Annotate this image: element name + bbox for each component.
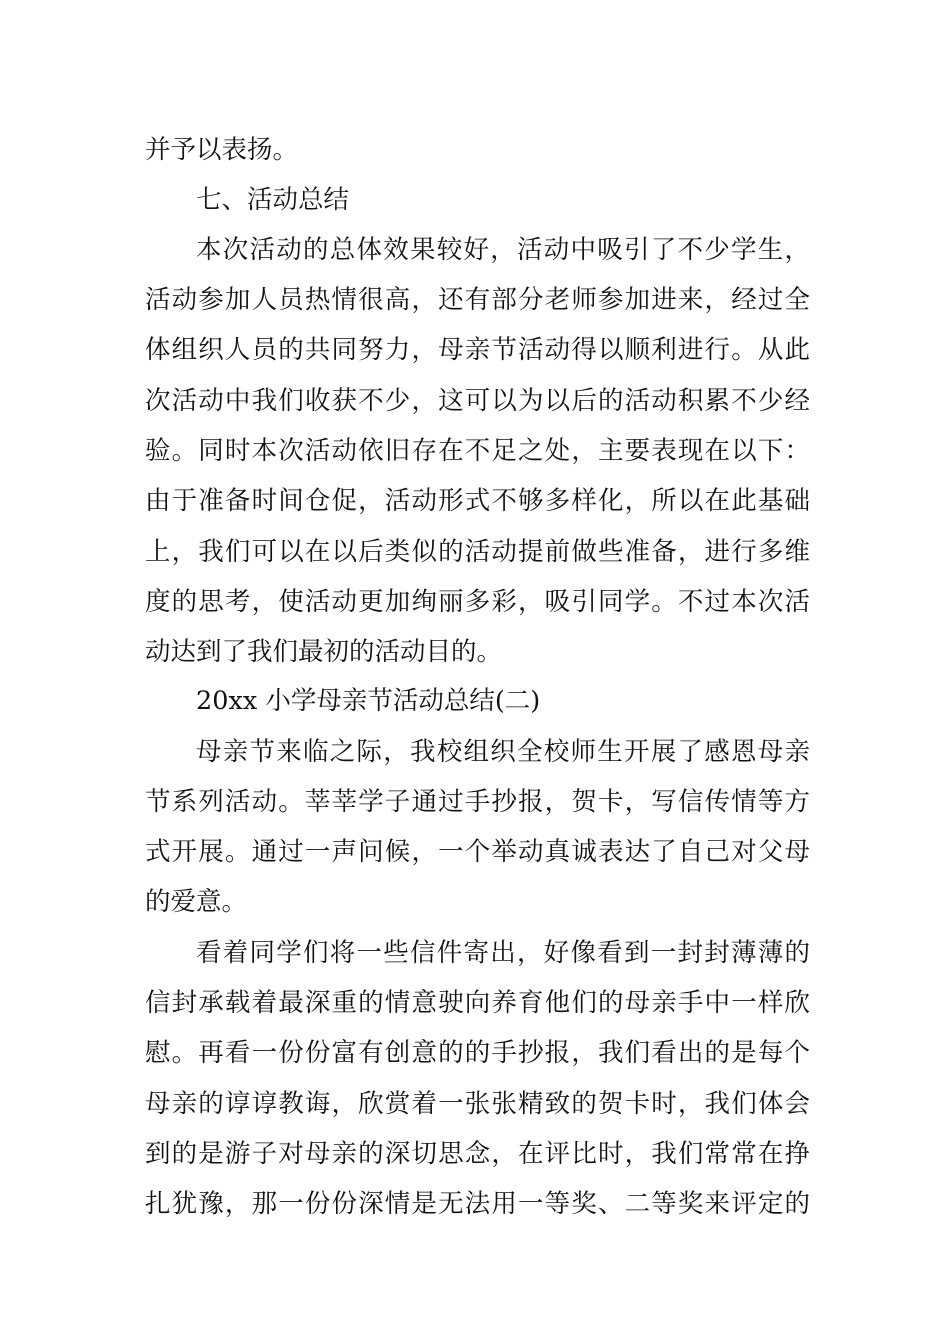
text-line: 本次活动的总体效果较好，活动中吸引了不少学生， (196, 235, 810, 265)
section-heading: 20xx 小学母亲节活动总结(二) (196, 686, 541, 716)
text-line: 上，我们可以在以后类似的活动提前做些准备，进行多维 (145, 537, 810, 567)
text-line: 由于准备时间仓促，活动形式不够多样化，所以在此基础 (145, 486, 810, 516)
text-line: 活动参加人员热情很高，还有部分老师参加进来，经过全 (145, 285, 810, 315)
text-line: 到的是游子对母亲的深切思念，在评比时，我们常常在挣 (145, 1139, 810, 1169)
text-line: 节系列活动。莘莘学子通过手抄报，贺卡，写信传情等方 (145, 787, 810, 817)
text-line: 扎犹豫，那一份份深情是无法用一等奖、二等奖来评定的 (145, 1189, 810, 1219)
text-line: 信封承载着最深重的情意驶向养育他们的母亲手中一样欣 (145, 988, 810, 1018)
text-line: 慰。再看一份份富有创意的的手抄报，我们看出的是每个 (145, 1038, 810, 1068)
text-line: 并予以表扬。 (145, 135, 299, 165)
text-line: 次活动中我们收获不少，这可以为以后的活动积累不少经 (145, 386, 810, 416)
text-line: 度的思考，使活动更加绚丽多彩，吸引同学。不过本次活 (145, 587, 810, 617)
text-line: 验。同时本次活动依旧存在不足之处，主要表现在以下： (145, 436, 810, 466)
text-line: 式开展。通过一声问候，一个举动真诚表达了自己对父母 (145, 837, 810, 867)
text-line: 看着同学们将一些信件寄出，好像看到一封封薄薄的 (196, 938, 810, 968)
section-heading: 七、活动总结 (196, 185, 350, 215)
text-line: 母亲节来临之际，我校组织全校师生开展了感恩母亲 (196, 737, 810, 767)
text-line: 母亲的谆谆教诲，欣赏着一张张精致的贺卡时，我们体会 (145, 1089, 810, 1119)
text-line: 动达到了我们最初的活动目的。 (145, 637, 503, 667)
text-line: 的爱意。 (145, 887, 248, 917)
text-line: 体组织人员的共同努力，母亲节活动得以顺利进行。从此 (145, 335, 810, 365)
